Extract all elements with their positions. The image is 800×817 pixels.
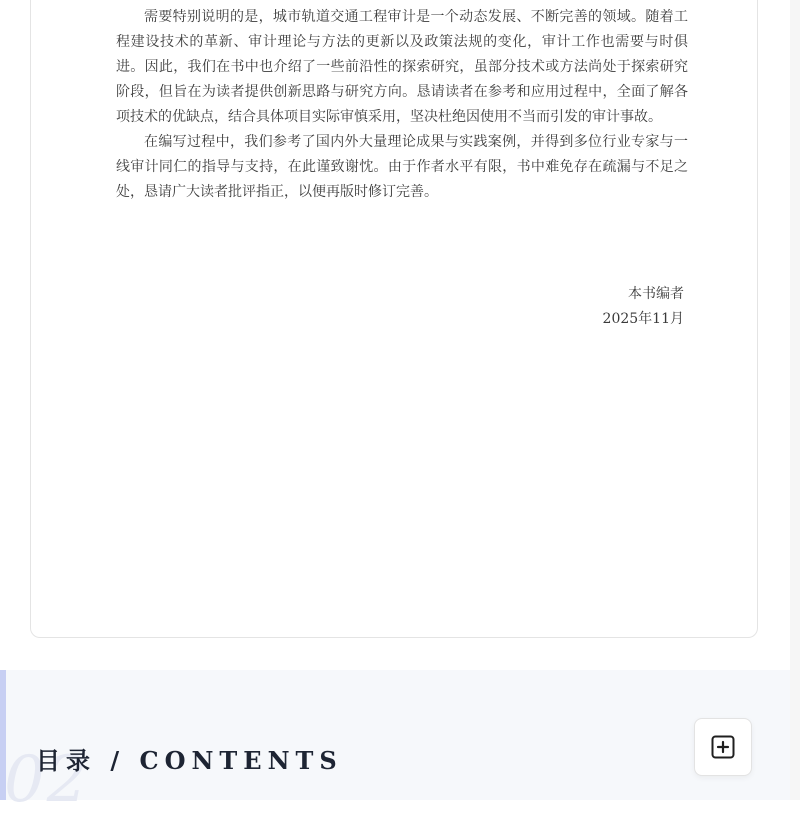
contents-section [0,670,790,817]
signature-author: 本书编者 [628,286,684,302]
expand-button[interactable] [694,718,752,776]
scrollbar-track[interactable] [790,0,800,800]
preface-paragraph: 在编写过程中，我们参考了国内外大量理论成果与实践案例，并得到多位行业专家与一线审计同仁的指导与支持，在此谨致谢忱。由于作者水平有限，书中难免存在疏漏与不足之处，恳请广大读者批评指正，以便再版时修订完善。 [116,134,688,200]
preface-paragraph: 需要特别说明的是，城市轨道交通工程审计是一个动态发展、不断完善的领域。随着工程建设技术的革新、审计理论与方法的更新以及政策法规的变化，审计工作也需要与时俱进。因此，我们在书中也介绍了一些前沿性的探索研究，虽部分技术或方法尚处于探索研究阶段，但旨在为读者提供创新思路与研究方向。恳请读者在参考和应用过程中，全面了解各项技术的优缺点，结合具体项目实际审慎采用，坚决杜绝因使用不当而引发的审计事故。 [116,9,688,125]
preface-text [116,5,688,205]
preface-signature [384,282,684,332]
signature-date: 2025年11月 [602,311,684,327]
preface-card [30,0,758,638]
plus-square-icon [710,734,736,760]
section-number-watermark: 02 [4,743,90,817]
contents-heading: 目录 / CONTENTS [36,746,343,775]
